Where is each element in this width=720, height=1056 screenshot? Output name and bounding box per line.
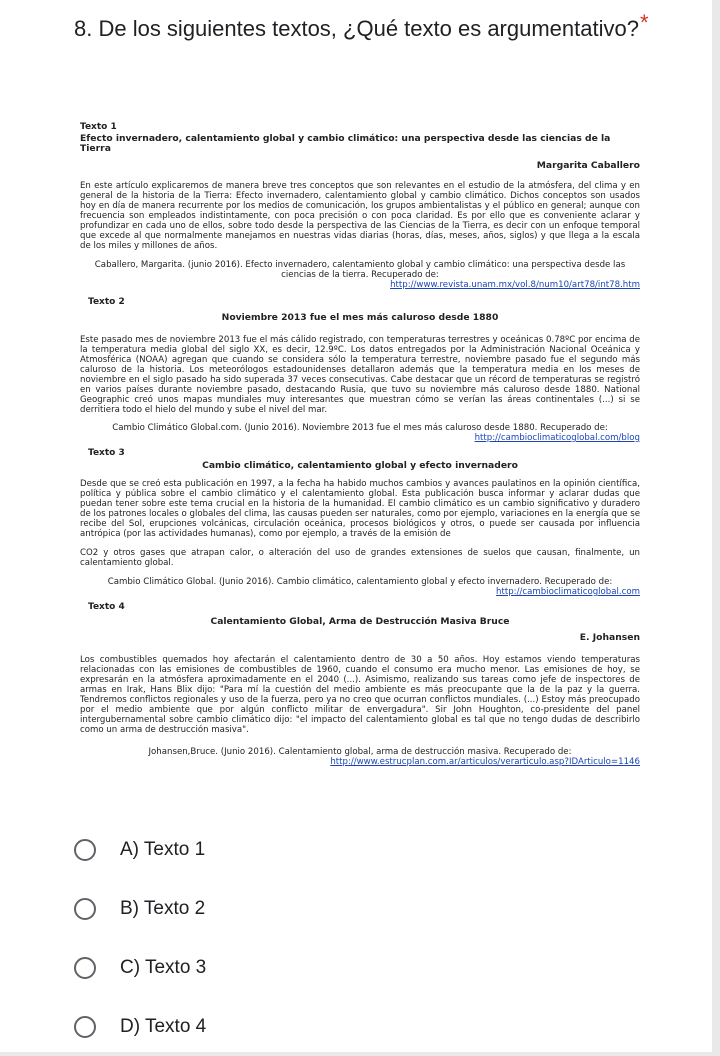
text-2-label: Texto 2 (88, 297, 125, 307)
text-2-heading: Noviembre 2013 fue el mes más caluroso desde 1880 (221, 312, 499, 323)
text-3-body: Desde que se creó esta publicación en 1997, a la fecha ha habido muchos cambios y avances paulatinos en la opinión científica, política y pública sobre el cambio climático y el calentamiento global. Esta publicación busca informar y aclarar dudas que puedan tener sobre este tema crucial en la historia de la humanidad. El cambio climático es un cambio significativo y duradero de los patrones locales o globales del clima, las causas pueden ser naturales, como por ejemplo, variaciones en la energía que se recibe del Sol, erupciones volcánicas, circulación oceánica, procesos biológicos y otros, o puede ser causada por influencia antrópica (por las actividades humanas), como por ejemplo, a través de la emisión de (80, 479, 640, 539)
question-image-texts (80, 122, 640, 767)
text-3-body-continued: CO2 y otros gases que atrapan calor, o alteración del uso de grandes extensiones de suelos que causan, finalmente, un calentamiento global. (80, 548, 640, 568)
option-c-label[interactable]: C) Texto 3 (120, 956, 207, 978)
text-1-citation: Caballero, Margarita. (junio 2016). Efecto invernadero, calentamiento global y cambio climático: una perspectiva desde las ciencias de la tierra. Recuperado de: (94, 260, 626, 280)
option-b[interactable] (74, 879, 634, 938)
text-4-link[interactable]: http://www.estrucplan.com.ar/articulos/verarticulo.asp?IDArticulo=1146 (330, 757, 640, 767)
option-c[interactable] (74, 938, 634, 997)
text-4-heading: Calentamiento Global, Arma de Destrucción Masiva Bruce (210, 616, 510, 627)
text-4-author: E. Johansen (579, 632, 640, 643)
text-2-body: Este pasado mes de noviembre 2013 fue el más cálido registrado, con temperaturas terrestres y oceánicas 0.78ºC por encima de la temperatura media global del siglo XX, es decir, 12.9ºC. Los datos entregados por la Administración Nacional Oceánica y Atmosférica (NOAA) agregan que cuando se considera sólo la temperatura terrestre, noviembre pasado fue el segundo más caluroso de la historia. Los meteorólogos estadounidenses detallaron además que la temperatura media en los meses de noviembre en el siglo pasado ha sido superada 37 veces consecutivas. Cabe destacar que un récord de temperaturas se registró en varios países durante noviembre pasado, destacando Rusia, que tuvo su noviembre más caluroso desde 1880. National Geographic creó unos mapas mundiales muy interesantes que muestran cómo se verían las áreas continentales (...) si se derritiera todo el hielo del mundo y sube el nivel del mar. (80, 335, 640, 415)
text-4-citation: Johansen,Bruce. (Junio 2016). Calentamiento global, arma de destrucción masiva. Recuperado de: (148, 747, 572, 757)
radio-button-d[interactable] (74, 1016, 96, 1038)
answer-options (74, 820, 634, 1056)
option-d-label[interactable]: D) Texto 4 (120, 1015, 207, 1037)
text-3-citation: Cambio Climático Global. (Junio 2016). Cambio climático, calentamiento global y efecto invernadero. Recuperado de: (107, 577, 613, 587)
text-1-label: Texto 1 (80, 122, 117, 132)
text-1-heading: Efecto invernadero, calentamiento global y cambio climático: una perspectiva desde las ciencias de la Tierra (80, 133, 611, 154)
option-a[interactable] (74, 820, 634, 879)
text-1-link[interactable]: http://www.revista.unam.mx/vol.8/num10/art78/int78.htm (390, 280, 640, 290)
question-title: 8. De los siguientes textos, ¿Qué texto es argumentativo? (74, 16, 639, 41)
text-3-link[interactable]: http://cambioclimaticoglobal.com (496, 587, 640, 597)
text-3-heading: Cambio climático, calentamiento global y efecto invernadero (202, 460, 518, 471)
option-d[interactable] (74, 997, 634, 1056)
text-3-label: Texto 3 (88, 448, 125, 458)
required-asterisk: * (640, 10, 649, 35)
text-1-author: Margarita Caballero (536, 160, 640, 171)
radio-button-b[interactable] (74, 898, 96, 920)
text-4-body: Los combustibles quemados hoy afectarán el calentamiento dentro de 30 a 50 años. Hoy estamos viendo temperaturas relacionadas con las emisiones de combustibles de 1960, cuando el consumo era mucho menor. Las emisiones de hoy, se expresarán en la atmósfera aproximadamente en el 2040 (...). Asimismo, realizando sus tareas como jefe de inspectores de armas en Irak, Hans Blix dijo: "Para mí la cuestión del medio ambiente es más preocupante que la de la paz y la guerra. Tendremos conflictos regionales y uso de la fuerza, pero ya no creo que ocurran conflictos mundiales. (...) Estoy más preocupado por el medio ambiente que por algún conflicto militar de envergadura". Sir John Houghton, co-presidente del panel intergubernamental sobre cambio climático dijo: "el impacto del calentamiento global es tal que no tengo dudas de describirlo como un arma de destrucción masiva". (80, 655, 640, 735)
radio-button-c[interactable] (74, 957, 96, 979)
text-2-citation: Cambio Climático Global.com. (Junio 2016). Noviembre 2013 fue el mes más caluroso desde 1880. Recuperado de: (112, 423, 608, 433)
text-2-link[interactable]: http://cambioclimaticoglobal.com/blog (474, 433, 640, 443)
option-a-label[interactable]: A) Texto 1 (120, 838, 206, 860)
option-b-label[interactable]: B) Texto 2 (120, 897, 206, 919)
text-4-label: Texto 4 (88, 602, 125, 612)
text-1-body: En este artículo explicaremos de manera breve tres conceptos que son relevantes en el estudio de la atmósfera, del clima y en general de la historia de la Tierra: Efecto invernadero, calentamiento global y cambio climático. Dichos conceptos son usados hoy en día de manera recurrente por los medios de comunicación, los grupos ambientalistas y el público en general; aunque con frecuencia son empleados indistintamente, con poca precisión o con poca claridad. Es por ello que es conveniente aclarar y profundizar en cada uno de ellos, sobre todo desde la perspectiva de las Ciencias de la Tierra, es decir con un enfoque temporal que excede al que normalmente manejamos en nuestras vidas diarias (horas, días, meses, años, siglos) y que llega a la escala de los miles y millones de años. (80, 181, 640, 251)
radio-button-a[interactable] (74, 839, 96, 861)
